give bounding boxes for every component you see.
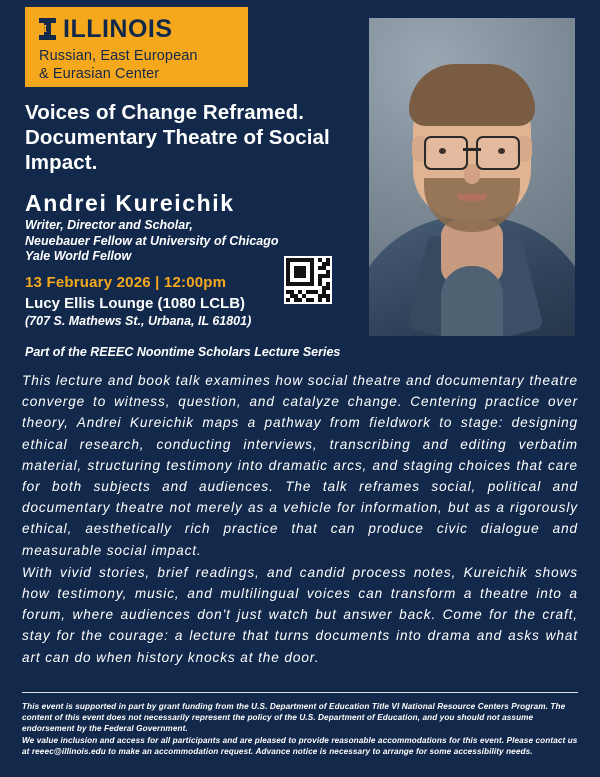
illinois-logo-block bbox=[25, 7, 248, 87]
event-address: (707 S. Mathews St., Urbana, IL 61801) bbox=[25, 314, 252, 328]
footer-divider bbox=[22, 692, 578, 693]
event-venue: Lucy Ellis Lounge (1080 LCLB) bbox=[25, 295, 246, 312]
event-description bbox=[22, 370, 578, 668]
speaker-role-line1: Writer, Director and Scholar, bbox=[25, 218, 193, 232]
portrait-eye-right bbox=[498, 148, 505, 154]
speaker-portrait-photo bbox=[369, 18, 575, 336]
center-name bbox=[39, 47, 236, 83]
block-i-letter: I bbox=[43, 23, 48, 35]
block-i-icon bbox=[39, 18, 56, 40]
logo-row bbox=[39, 16, 236, 42]
speaker-name: Andrei Kureichik bbox=[25, 190, 235, 216]
center-name-line2: & Eurasian Center bbox=[39, 66, 160, 82]
funding-notice: This event is supported in part by grant funding from the U.S. Department of Education Title VI National Resource Centers Program. The content of this event does not necessarily represent the policy of the U.S. Department of Education, and you should not assume endorsement by the Federal Government. bbox=[22, 702, 566, 733]
speaker-role-line2: Neuebauer Fellow at University of Chicago bbox=[25, 233, 279, 248]
portrait-glasses-bridge bbox=[463, 148, 481, 151]
center-name-line1: Russian, East European bbox=[39, 48, 198, 64]
speaker-role-line3: Yale World Fellow bbox=[25, 249, 132, 263]
event-series: Part of the REEEC Noontime Scholars Lecture Series bbox=[25, 345, 341, 359]
description-paragraph-1: This lecture and book talk examines how social theatre and documentary theatre converge to witness, question, and catalyze change. Centering practice over theory, Andrei Kureichik maps a pathway from fieldwork to stage: designing ethical research, conducting interviews, transcribing and editing verbatim material, structuring testimony into dramatic arcs, and staging choices that care for both subjects and audiences. The talk reframes social, political and documentary theatre not merely as a vehicle for information, but as a rigorously ethical, aesthetically rich practice that can produce civic dialogue and measurable social impact. bbox=[22, 373, 578, 558]
portrait-shirt bbox=[441, 266, 503, 336]
portrait-mouth bbox=[457, 194, 487, 201]
portrait-glasses-left bbox=[424, 136, 468, 170]
portrait-hair bbox=[409, 64, 535, 126]
accessibility-notice: We value inclusion and access for all participants and are pleased to provide reasonable accommodations for this event. Please contact us at reeec@illinois.edu to make an accommodation request. Advance notice is necessary to arrange for some accessibility needs. bbox=[22, 736, 578, 756]
description-paragraph-2: With vivid stories, brief readings, and candid process notes, Kureichik shows how testimony, music, and multilingual voices can transform a theatre into a forum, where audiences don't just watch but answer back. Come for the craft, stay for the courage: a lecture that turns documents into drama and asks what art can do when history knocks at the door. bbox=[22, 564, 578, 665]
event-datetime: 13 February 2026 | 12:00pm bbox=[25, 274, 227, 291]
university-wordmark: ILLINOIS bbox=[63, 15, 173, 43]
portrait-eye-left bbox=[439, 148, 446, 154]
poster-headline: Voices of Change Reframed. Documentary Theatre of Social Impact. bbox=[25, 101, 330, 174]
qr-module bbox=[326, 298, 330, 302]
